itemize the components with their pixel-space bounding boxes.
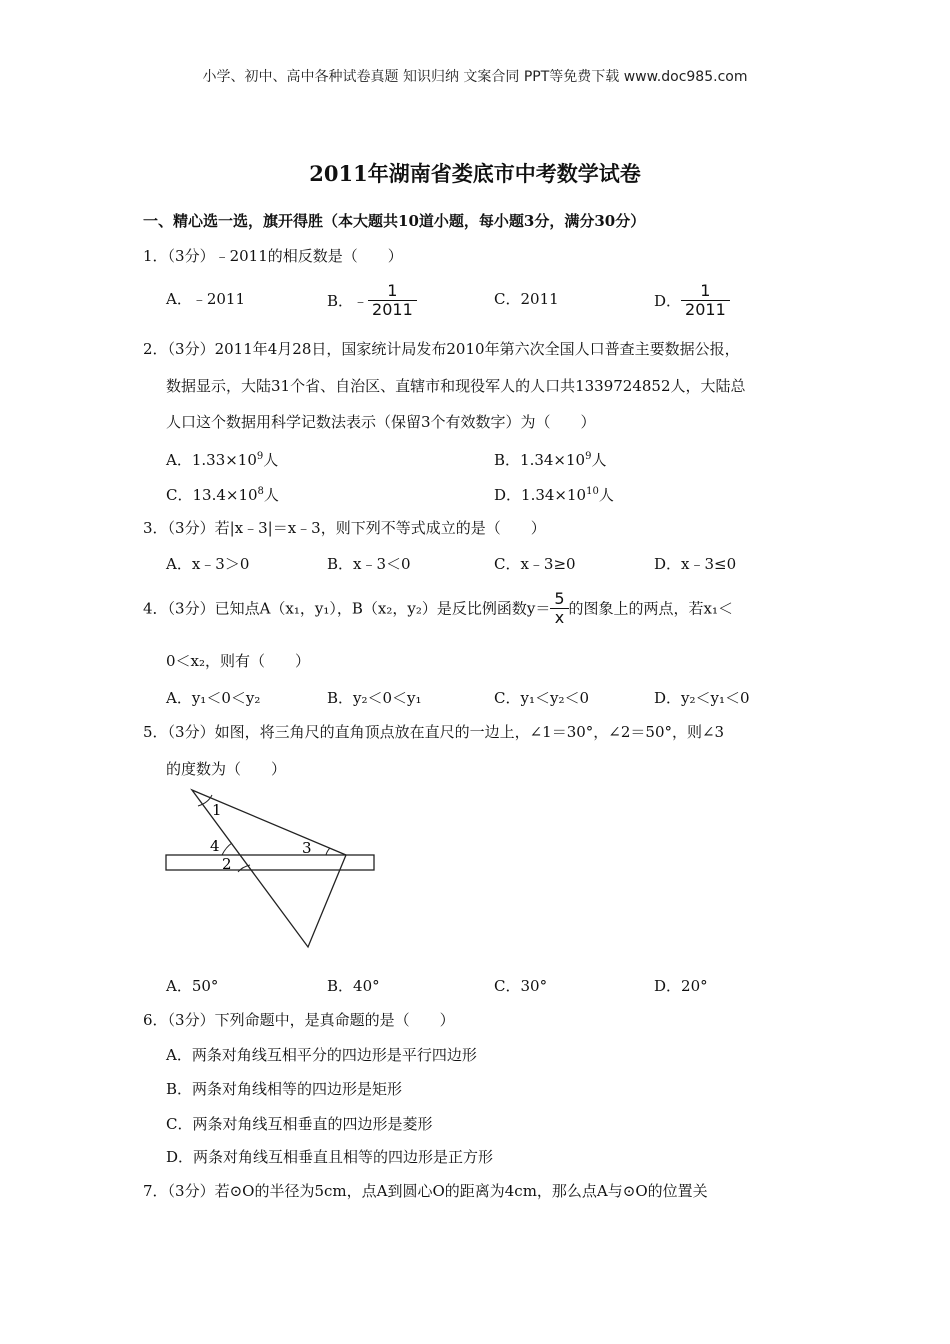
question-1-option-b: B．﹣ $\frac{1}{2011}$ [327,282,417,319]
angle-label-4: 4 [210,837,220,855]
question-2-option-a: A．$1.33\times 10^9$人 [166,451,279,469]
question-6-stem: 6．（3分）下列命题中，是真命题的是（ ） [143,1011,455,1029]
angle-label-1: 1 [212,801,222,819]
angle-label-2: 2 [222,855,232,873]
question-3-option-b: B．x﹣3＜0 [327,555,411,573]
fraction: $\frac{5}{x}$ [550,590,568,627]
question-6-option-c: C．两条对角线互相垂直的四边形是菱形 [166,1115,433,1133]
question-5-line-2: 的度数为（ ） [166,760,287,778]
page-header: 小学、初中、高中各种试卷真题 知识归纳 文案合同 PPT等免费下载 www.doc985.com [202,69,748,85]
page-title: 2011年湖南省娄底市中考数学试卷 [309,161,641,186]
question-2-option-b: B．$1.34\times 10^9$人 [494,451,607,469]
question-4-line-2: 0＜x₂，则有（ ） [166,652,311,670]
question-1-option-c: C．2011 [494,290,559,308]
question-6-option-b: B．两条对角线相等的四边形是矩形 [166,1080,403,1098]
question-4-option-b: B．y₂＜0＜y₁ [327,689,422,707]
question-5-option-c: C．30° [494,977,548,995]
question-1-stem: 1．（3分）﹣2011的相反数是（ ） [143,247,403,265]
question-2-line-1: 2．（3分）2011年4月28日，国家统计局发布2010年第六次全国人口普查主要数据公报， [143,340,740,358]
question-5-option-b: B．40° [327,977,380,995]
angle-4-arc [222,843,232,855]
question-6-option-d: D．两条对角线互相垂直且相等的四边形是正方形 [166,1148,494,1166]
section-heading: 一、精心选一选，旗开得胜（本大题共10道小题，每小题3分，满分30分） [143,212,646,230]
question-4-stem: 4．（3分）已知点A（x₁，y₁），B（x₂，y₂）是反比例函数y＝ $\frac{5}{x}$ 的图象上的两点，若x₁＜ [143,589,734,627]
angle-3-arc [326,848,330,855]
question-5-option-a: A．50° [166,977,219,995]
fraction: $\frac{1}{2011}$ [368,282,417,319]
question-3-option-c: C．x﹣3≥0 [494,555,576,573]
question-5-line-1: 5．（3分）如图，将三角尺的直角顶点放在直尺的一边上，∠1＝30°，∠2＝50°，则∠3 [143,723,725,741]
question-4-option-c: C．y₁＜y₂＜0 [494,689,589,707]
question-2-line-2: 数据显示，大陆31个省、自治区、直辖市和现役军人的人口共1339724852人，大陆总 [166,377,746,395]
fraction: $\frac{1}{2011}$ [681,282,730,319]
question-3-option-a: A．x﹣3＞0 [166,555,250,573]
question-3-stem: 3．（3分）若|x﹣3|＝x﹣3，则下列不等式成立的是（ ） [143,519,546,537]
question-3-option-d: D．x﹣3≤0 [654,555,737,573]
question-2-option-d: D．$1.34\times 10^{10}$人 [494,486,614,504]
question-1-option-d: D． $\frac{1}{2011}$ [654,282,730,319]
question-2-line-3: 人口这个数据用科学记数法表示（保留3个有效数字）为（ ） [166,413,596,431]
question-7-stem: 7．（3分）若⊙O的半径为5cm，点A到圆心O的距离为4cm，那么点A与⊙O的位置关 [143,1182,708,1200]
triangle-ruler-figure [160,785,380,955]
question-1-option-a: A．﹣2011 [166,290,246,308]
angle-label-3: 3 [302,839,312,857]
question-5-option-d: D．20° [654,977,708,995]
question-4-option-d: D．y₂＜y₁＜0 [654,689,750,707]
question-4-option-a: A．y₁＜0＜y₂ [166,689,261,707]
question-6-option-a: A．两条对角线互相平分的四边形是平行四边形 [166,1046,477,1064]
question-2-option-c: C．$13.4\times 10^8$人 [166,486,279,504]
